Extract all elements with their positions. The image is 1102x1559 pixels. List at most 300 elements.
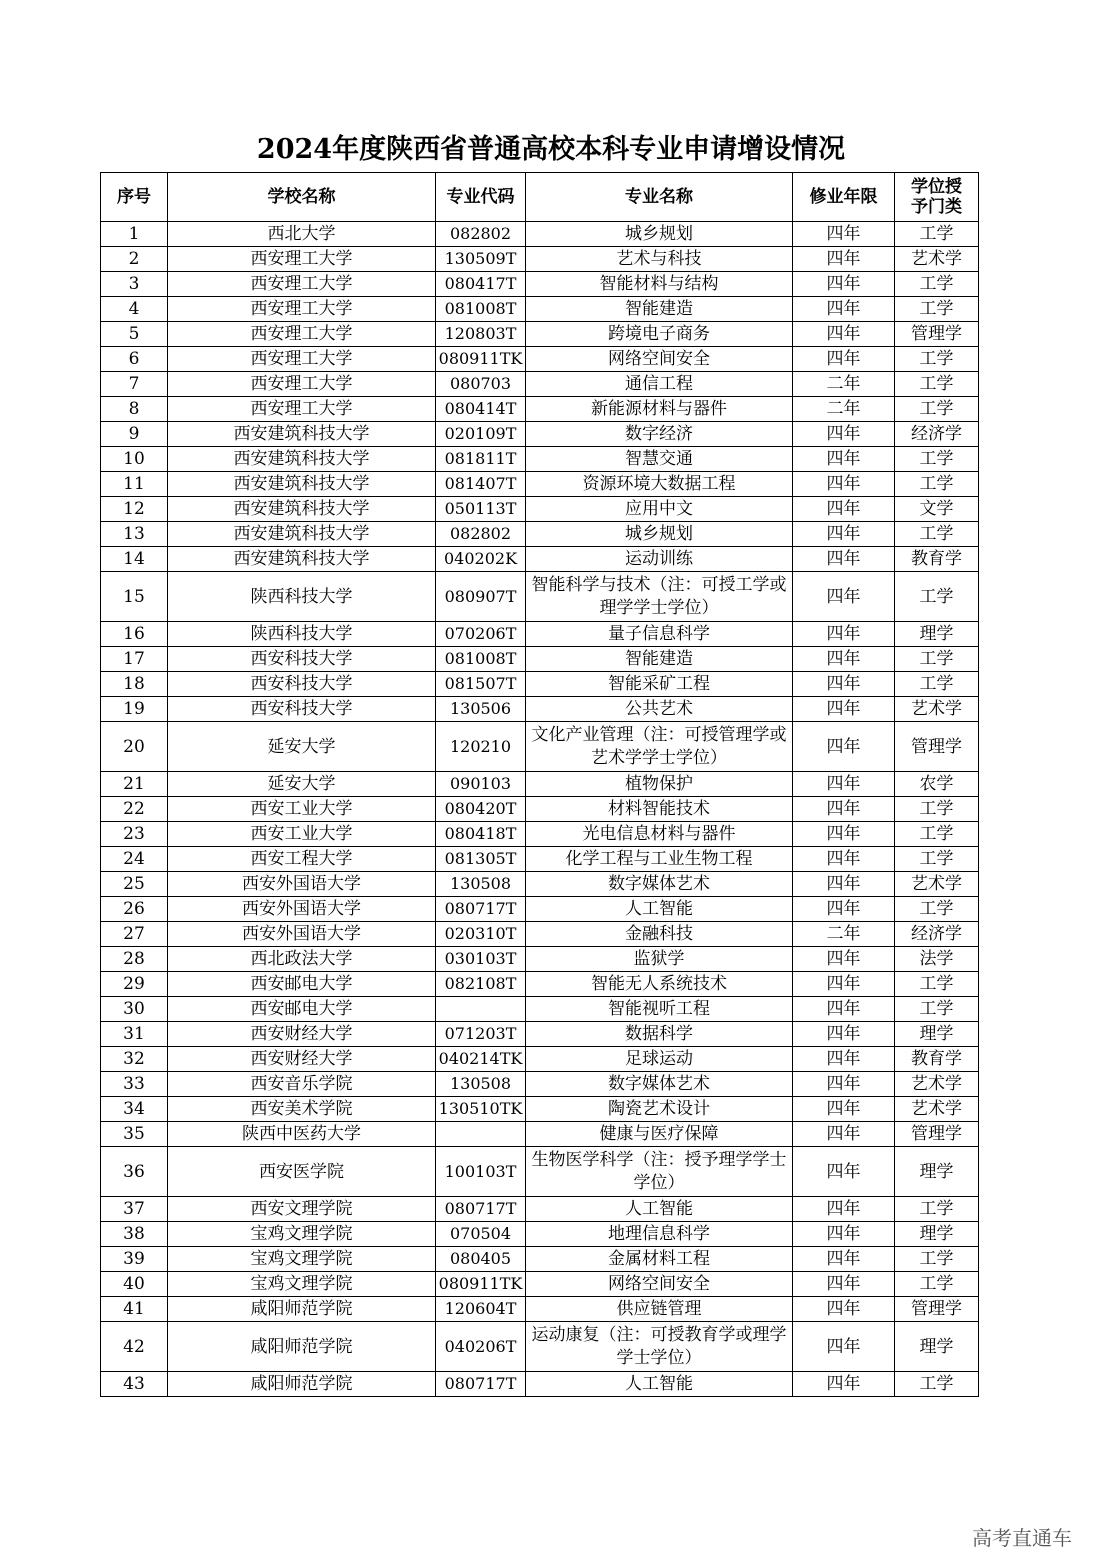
cell-seq: 35: [101, 1122, 168, 1147]
table-row: [101, 1147, 979, 1197]
table-row: [101, 797, 979, 822]
cell-code: 120803T: [436, 322, 526, 347]
cell-major: 地理信息科学: [526, 1222, 793, 1247]
cell-years: 四年: [793, 947, 895, 972]
cell-degree: 工学: [895, 1372, 979, 1397]
cell-school: 延安大学: [168, 722, 436, 772]
cell-school: 西安工业大学: [168, 797, 436, 822]
cell-seq: 20: [101, 722, 168, 772]
cell-code: 081407T: [436, 472, 526, 497]
cell-seq: 27: [101, 922, 168, 947]
cell-school: 西安理工大学: [168, 247, 436, 272]
cell-school: 西安建筑科技大学: [168, 497, 436, 522]
cell-school: 西安建筑科技大学: [168, 447, 436, 472]
cell-code: 082802: [436, 222, 526, 247]
cell-code: 080418T: [436, 822, 526, 847]
cell-years: 四年: [793, 497, 895, 522]
cell-school: 西安建筑科技大学: [168, 547, 436, 572]
table-row: [101, 447, 979, 472]
cell-school: 咸阳师范学院: [168, 1372, 436, 1397]
cell-seq: 37: [101, 1197, 168, 1222]
page-title: 2024年度陕西省普通高校本科专业申请增设情况: [256, 134, 846, 165]
cell-seq: 18: [101, 672, 168, 697]
cell-degree: 法学: [895, 947, 979, 972]
cell-major: 跨境电子商务: [526, 322, 793, 347]
table-row: [101, 1122, 979, 1147]
cell-school: 西安建筑科技大学: [168, 522, 436, 547]
cell-code: 082108T: [436, 972, 526, 997]
cell-code: [436, 1122, 526, 1147]
cell-major: 智能建造: [526, 647, 793, 672]
table-body: [101, 222, 979, 1397]
cell-major: 数字媒体艺术: [526, 1072, 793, 1097]
cell-school: 陕西中医药大学: [168, 1122, 436, 1147]
cell-major: 文化产业管理（注：可授管理学或艺术学学士学位）: [526, 722, 793, 772]
cell-years: 四年: [793, 697, 895, 722]
cell-seq: 22: [101, 797, 168, 822]
cell-major: 植物保护: [526, 772, 793, 797]
cell-seq: 9: [101, 422, 168, 447]
cell-code: 080907T: [436, 572, 526, 622]
cell-school: 西安外国语大学: [168, 922, 436, 947]
cell-seq: 14: [101, 547, 168, 572]
header-seq: 序号: [101, 173, 168, 222]
cell-years: 四年: [793, 647, 895, 672]
cell-code: 070206T: [436, 622, 526, 647]
table-row: [101, 397, 979, 422]
cell-degree: 理学: [895, 622, 979, 647]
table-row: [101, 822, 979, 847]
cell-code: 080420T: [436, 797, 526, 822]
cell-major: 生物医学科学（注：授予理学学士学位）: [526, 1147, 793, 1197]
cell-degree: 文学: [895, 497, 979, 522]
cell-degree: 工学: [895, 297, 979, 322]
cell-code: 080417T: [436, 272, 526, 297]
cell-degree: 工学: [895, 447, 979, 472]
cell-seq: 12: [101, 497, 168, 522]
cell-code: 080703: [436, 372, 526, 397]
cell-code: 100103T: [436, 1147, 526, 1197]
table-row: [101, 647, 979, 672]
cell-school: 咸阳师范学院: [168, 1322, 436, 1372]
cell-seq: 38: [101, 1222, 168, 1247]
cell-years: 四年: [793, 972, 895, 997]
cell-years: 四年: [793, 522, 895, 547]
cell-school: 西安理工大学: [168, 397, 436, 422]
cell-years: 四年: [793, 1122, 895, 1147]
cell-code: 030103T: [436, 947, 526, 972]
cell-years: 四年: [793, 1147, 895, 1197]
cell-degree: 教育学: [895, 1047, 979, 1072]
cell-years: 四年: [793, 1322, 895, 1372]
cell-degree: 农学: [895, 772, 979, 797]
cell-seq: 29: [101, 972, 168, 997]
table-row: [101, 772, 979, 797]
cell-code: 080717T: [436, 1197, 526, 1222]
cell-school: 西安外国语大学: [168, 872, 436, 897]
cell-seq: 19: [101, 697, 168, 722]
cell-major: 新能源材料与器件: [526, 397, 793, 422]
cell-degree: 管理学: [895, 1122, 979, 1147]
cell-seq: 31: [101, 1022, 168, 1047]
cell-years: 四年: [793, 847, 895, 872]
cell-major: 金融科技: [526, 922, 793, 947]
cell-code: 080911TK: [436, 1272, 526, 1297]
cell-degree: 工学: [895, 797, 979, 822]
cell-seq: 42: [101, 1322, 168, 1372]
cell-code: 130509T: [436, 247, 526, 272]
cell-degree: 工学: [895, 997, 979, 1022]
table-row: [101, 1297, 979, 1322]
cell-seq: 5: [101, 322, 168, 347]
cell-seq: 1: [101, 222, 168, 247]
table-row: [101, 1072, 979, 1097]
cell-major: 智能无人系统技术: [526, 972, 793, 997]
cell-seq: 25: [101, 872, 168, 897]
cell-code: 130506: [436, 697, 526, 722]
cell-years: 四年: [793, 1047, 895, 1072]
cell-degree: 管理学: [895, 322, 979, 347]
table-row: [101, 422, 979, 447]
table-row: [101, 1047, 979, 1072]
cell-years: 四年: [793, 1197, 895, 1222]
cell-seq: 34: [101, 1097, 168, 1122]
cell-years: 四年: [793, 997, 895, 1022]
cell-seq: 26: [101, 897, 168, 922]
table-row: [101, 722, 979, 772]
table-row: [101, 922, 979, 947]
cell-degree: 工学: [895, 647, 979, 672]
cell-seq: 21: [101, 772, 168, 797]
cell-years: 四年: [793, 1247, 895, 1272]
cell-degree: 工学: [895, 347, 979, 372]
cell-seq: 3: [101, 272, 168, 297]
cell-school: 西安理工大学: [168, 347, 436, 372]
cell-seq: 43: [101, 1372, 168, 1397]
header-school: 学校名称: [168, 173, 436, 222]
cell-years: 四年: [793, 1222, 895, 1247]
cell-major: 光电信息材料与器件: [526, 822, 793, 847]
cell-major: 监狱学: [526, 947, 793, 972]
cell-code: 130510TK: [436, 1097, 526, 1122]
cell-major: 城乡规划: [526, 522, 793, 547]
cell-seq: 30: [101, 997, 168, 1022]
cell-years: 四年: [793, 297, 895, 322]
cell-code: 071203T: [436, 1022, 526, 1047]
table-row: [101, 1222, 979, 1247]
cell-degree: 工学: [895, 847, 979, 872]
cell-code: [436, 997, 526, 1022]
cell-years: 二年: [793, 397, 895, 422]
cell-degree: 工学: [895, 522, 979, 547]
cell-degree: 工学: [895, 822, 979, 847]
cell-degree: 工学: [895, 672, 979, 697]
cell-years: 四年: [793, 722, 895, 772]
cell-seq: 33: [101, 1072, 168, 1097]
cell-school: 西安科技大学: [168, 697, 436, 722]
table-row: [101, 672, 979, 697]
cell-degree: 艺术学: [895, 697, 979, 722]
cell-major: 通信工程: [526, 372, 793, 397]
cell-years: 四年: [793, 322, 895, 347]
cell-years: 二年: [793, 372, 895, 397]
cell-years: 四年: [793, 1372, 895, 1397]
cell-major: 资源环境大数据工程: [526, 472, 793, 497]
cell-years: 四年: [793, 772, 895, 797]
table-row: [101, 997, 979, 1022]
cell-school: 西安医学院: [168, 1147, 436, 1197]
table-row: [101, 547, 979, 572]
cell-seq: 11: [101, 472, 168, 497]
header-major: 专业名称: [526, 173, 793, 222]
cell-seq: 24: [101, 847, 168, 872]
cell-major: 材料智能技术: [526, 797, 793, 822]
cell-seq: 16: [101, 622, 168, 647]
cell-code: 040214TK: [436, 1047, 526, 1072]
cell-code: 050113T: [436, 497, 526, 522]
cell-seq: 17: [101, 647, 168, 672]
table-row: [101, 1372, 979, 1397]
cell-degree: 管理学: [895, 722, 979, 772]
cell-major: 应用中文: [526, 497, 793, 522]
table-row: [101, 972, 979, 997]
cell-degree: 工学: [895, 372, 979, 397]
cell-seq: 36: [101, 1147, 168, 1197]
cell-code: 080717T: [436, 1372, 526, 1397]
cell-major: 城乡规划: [526, 222, 793, 247]
cell-school: 西安理工大学: [168, 297, 436, 322]
cell-years: 四年: [793, 1072, 895, 1097]
table-row: [101, 1272, 979, 1297]
header-years: 修业年限: [793, 173, 895, 222]
cell-degree: 理学: [895, 1022, 979, 1047]
header-degree-line2: 予门类: [911, 197, 962, 217]
cell-degree: 艺术学: [895, 1097, 979, 1122]
cell-seq: 28: [101, 947, 168, 972]
cell-years: 四年: [793, 1097, 895, 1122]
table-row: [101, 272, 979, 297]
cell-school: 西安文理学院: [168, 1197, 436, 1222]
cell-major: 运动训练: [526, 547, 793, 572]
table-row: [101, 322, 979, 347]
cell-years: 四年: [793, 672, 895, 697]
cell-seq: 7: [101, 372, 168, 397]
cell-seq: 8: [101, 397, 168, 422]
cell-school: 西安邮电大学: [168, 997, 436, 1022]
table-row: [101, 1247, 979, 1272]
cell-seq: 6: [101, 347, 168, 372]
cell-degree: 工学: [895, 572, 979, 622]
cell-school: 西安工程大学: [168, 847, 436, 872]
cell-degree: 管理学: [895, 1297, 979, 1322]
table-row: [101, 522, 979, 547]
cell-degree: 理学: [895, 1322, 979, 1372]
table-row: [101, 1022, 979, 1047]
table-row: [101, 622, 979, 647]
cell-code: 090103: [436, 772, 526, 797]
cell-school: 西安科技大学: [168, 672, 436, 697]
cell-school: 咸阳师范学院: [168, 1297, 436, 1322]
cell-seq: 41: [101, 1297, 168, 1322]
cell-seq: 13: [101, 522, 168, 547]
cell-major: 数字经济: [526, 422, 793, 447]
cell-years: 四年: [793, 872, 895, 897]
table-row: [101, 1197, 979, 1222]
cell-seq: 23: [101, 822, 168, 847]
cell-school: 西安理工大学: [168, 372, 436, 397]
cell-years: 四年: [793, 1272, 895, 1297]
cell-degree: 经济学: [895, 922, 979, 947]
header-degree: [895, 173, 979, 222]
cell-school: 西安邮电大学: [168, 972, 436, 997]
cell-years: 四年: [793, 1297, 895, 1322]
cell-major: 智能建造: [526, 297, 793, 322]
table-row: [101, 847, 979, 872]
cell-code: 080405: [436, 1247, 526, 1272]
cell-degree: 工学: [895, 897, 979, 922]
cell-code: 020310T: [436, 922, 526, 947]
cell-major: 智能科学与技术（注：可授工学或理学学士学位）: [526, 572, 793, 622]
cell-degree: 工学: [895, 972, 979, 997]
cell-school: 西安建筑科技大学: [168, 422, 436, 447]
cell-years: 四年: [793, 822, 895, 847]
cell-degree: 工学: [895, 1247, 979, 1272]
cell-school: 陕西科技大学: [168, 572, 436, 622]
cell-degree: 工学: [895, 1197, 979, 1222]
table-row: [101, 947, 979, 972]
cell-code: 080414T: [436, 397, 526, 422]
cell-major: 网络空间安全: [526, 1272, 793, 1297]
cell-code: 130508: [436, 1072, 526, 1097]
cell-school: 西北政法大学: [168, 947, 436, 972]
header-degree-line1: 学位授: [911, 177, 962, 197]
cell-major: 智能采矿工程: [526, 672, 793, 697]
watermark: 高考直通车: [972, 1526, 1072, 1550]
cell-degree: 理学: [895, 1147, 979, 1197]
cell-seq: 40: [101, 1272, 168, 1297]
cell-degree: 艺术学: [895, 1072, 979, 1097]
cell-code: 081305T: [436, 847, 526, 872]
cell-years: 四年: [793, 347, 895, 372]
cell-major: 化学工程与工业生物工程: [526, 847, 793, 872]
cell-code: 081008T: [436, 297, 526, 322]
cell-seq: 2: [101, 247, 168, 272]
cell-major: 智能视听工程: [526, 997, 793, 1022]
cell-school: 西安建筑科技大学: [168, 472, 436, 497]
cell-seq: 39: [101, 1247, 168, 1272]
cell-major: 艺术与科技: [526, 247, 793, 272]
cell-code: 082802: [436, 522, 526, 547]
cell-code: 040206T: [436, 1322, 526, 1372]
cell-school: 宝鸡文理学院: [168, 1247, 436, 1272]
cell-years: 四年: [793, 897, 895, 922]
cell-major: 人工智能: [526, 1372, 793, 1397]
cell-major: 智能材料与结构: [526, 272, 793, 297]
cell-degree: 艺术学: [895, 872, 979, 897]
cell-years: 四年: [793, 472, 895, 497]
cell-degree: 艺术学: [895, 247, 979, 272]
cell-code: 081507T: [436, 672, 526, 697]
cell-major: 人工智能: [526, 897, 793, 922]
table-row: [101, 897, 979, 922]
table-row: [101, 222, 979, 247]
cell-code: 120210: [436, 722, 526, 772]
cell-school: 延安大学: [168, 772, 436, 797]
table-row: [101, 872, 979, 897]
cell-years: 二年: [793, 922, 895, 947]
cell-code: 040202K: [436, 547, 526, 572]
cell-seq: 32: [101, 1047, 168, 1072]
cell-years: 四年: [793, 222, 895, 247]
cell-school: 西安财经大学: [168, 1047, 436, 1072]
cell-degree: 工学: [895, 472, 979, 497]
cell-major: 人工智能: [526, 1197, 793, 1222]
cell-school: 西北大学: [168, 222, 436, 247]
cell-school: 西安科技大学: [168, 647, 436, 672]
cell-years: 四年: [793, 572, 895, 622]
table-header-row: [101, 173, 979, 222]
cell-code: 070504: [436, 1222, 526, 1247]
cell-school: 西安理工大学: [168, 272, 436, 297]
cell-major: 金属材料工程: [526, 1247, 793, 1272]
cell-seq: 4: [101, 297, 168, 322]
cell-years: 四年: [793, 272, 895, 297]
cell-degree: 工学: [895, 397, 979, 422]
cell-school: 西安工业大学: [168, 822, 436, 847]
header-code: 专业代码: [436, 173, 526, 222]
cell-code: 130508: [436, 872, 526, 897]
cell-degree: 工学: [895, 272, 979, 297]
cell-major: 足球运动: [526, 1047, 793, 1072]
cell-years: 四年: [793, 422, 895, 447]
cell-school: 西安美术学院: [168, 1097, 436, 1122]
cell-major: 数字媒体艺术: [526, 872, 793, 897]
cell-school: 西安外国语大学: [168, 897, 436, 922]
cell-school: 西安财经大学: [168, 1022, 436, 1047]
cell-code: 020109T: [436, 422, 526, 447]
majors-table: [100, 172, 979, 1397]
cell-years: 四年: [793, 447, 895, 472]
cell-seq: 10: [101, 447, 168, 472]
cell-major: 数据科学: [526, 1022, 793, 1047]
cell-seq: 15: [101, 572, 168, 622]
cell-code: 080717T: [436, 897, 526, 922]
table-row: [101, 347, 979, 372]
cell-major: 公共艺术: [526, 697, 793, 722]
table-row: [101, 472, 979, 497]
cell-school: 宝鸡文理学院: [168, 1222, 436, 1247]
table-row: [101, 247, 979, 272]
cell-degree: 工学: [895, 1272, 979, 1297]
cell-major: 运动康复（注：可授教育学或理学学士学位）: [526, 1322, 793, 1372]
table-row: [101, 1097, 979, 1122]
table-row: [101, 572, 979, 622]
cell-major: 供应链管理: [526, 1297, 793, 1322]
cell-major: 智慧交通: [526, 447, 793, 472]
table-row: [101, 697, 979, 722]
cell-degree: 教育学: [895, 547, 979, 572]
cell-years: 四年: [793, 547, 895, 572]
cell-school: 西安音乐学院: [168, 1072, 436, 1097]
cell-major: 健康与医疗保障: [526, 1122, 793, 1147]
cell-code: 081811T: [436, 447, 526, 472]
cell-major: 量子信息科学: [526, 622, 793, 647]
cell-major: 陶瓷艺术设计: [526, 1097, 793, 1122]
cell-years: 四年: [793, 622, 895, 647]
cell-years: 四年: [793, 797, 895, 822]
cell-code: 120604T: [436, 1297, 526, 1322]
cell-school: 宝鸡文理学院: [168, 1272, 436, 1297]
